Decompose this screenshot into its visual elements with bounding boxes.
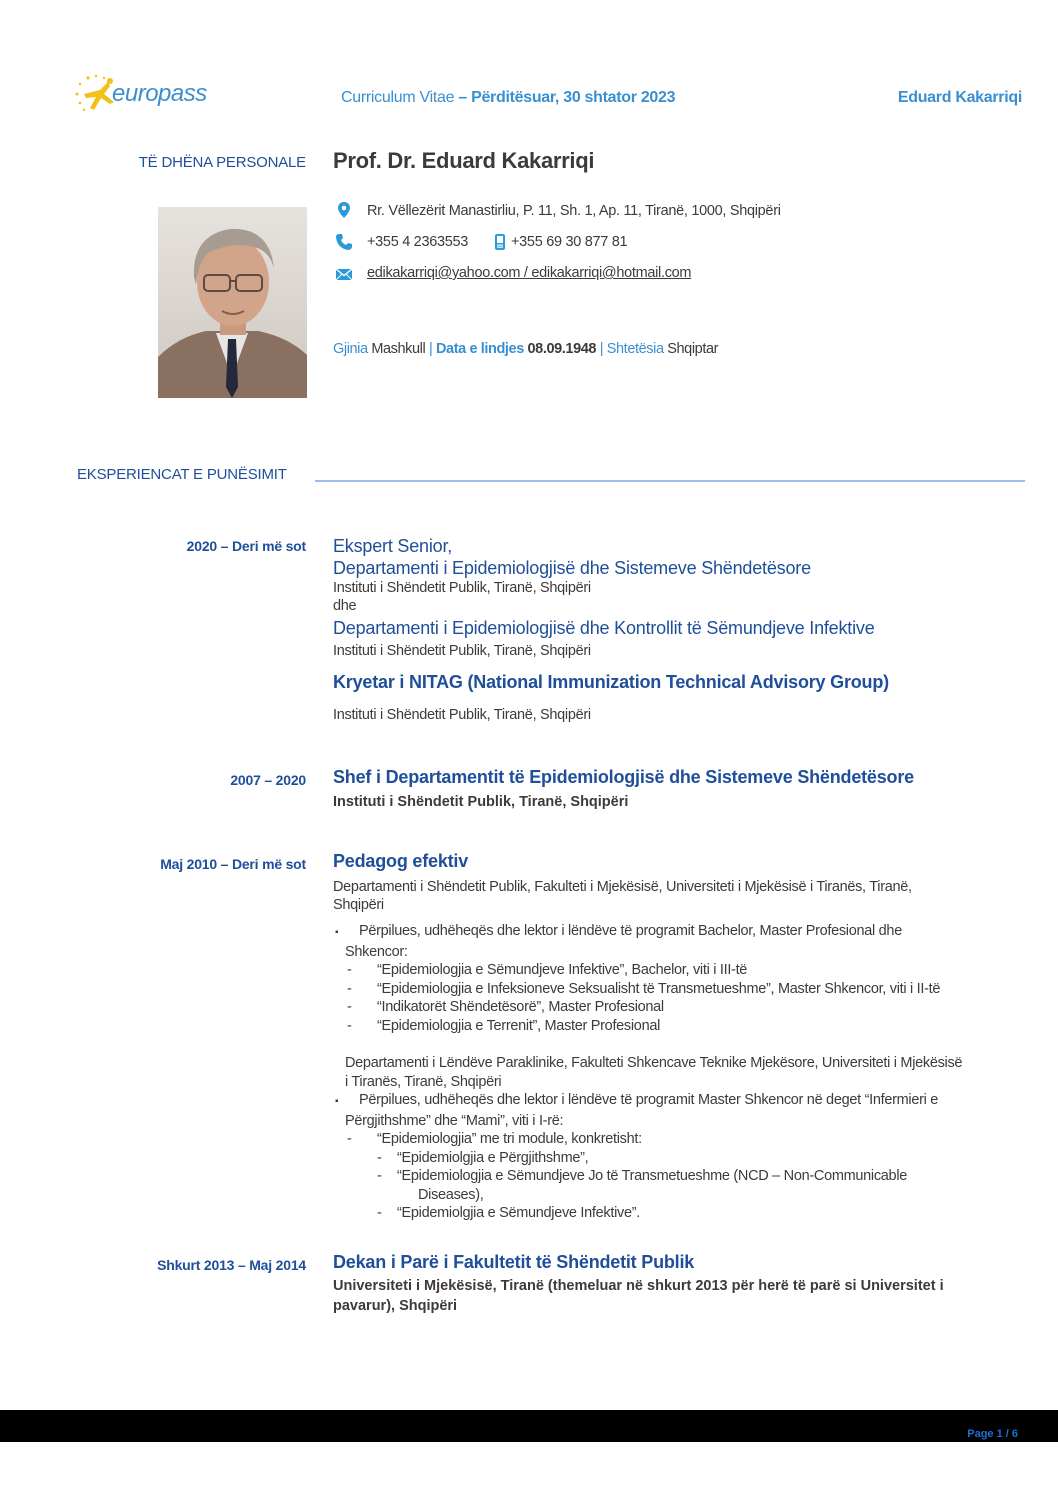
europass-logo [74, 72, 224, 116]
job2-org: Instituti i Shëndetit Publik, Tiranë, Shqipëri [333, 794, 629, 810]
birth-label: Data e lindjes [435, 341, 524, 357]
gender-value: Mashkull [371, 341, 426, 357]
portrait-picture [158, 207, 307, 398]
nationality-label: Shtetësia [606, 341, 664, 357]
full-name: Prof. Dr. Eduard Kakarriqi [333, 148, 595, 173]
job1-org2: Instituti i Shëndetit Publik, Tiranë, Shqipëri [333, 643, 591, 659]
bullet-item: ▪ Përpilues, udhëheqës dhe lektor i lëndëve të programit Master Shkencor në deget “Infermieri e [333, 1091, 1033, 1112]
section-divider-line [315, 480, 1025, 482]
job3-org-line1: Departamenti i Shëndetit Publik, Fakulteti i Mjekësisë, Universiteti i Mjekësisë i Tiranës, Tiranë, [333, 879, 912, 895]
job4-org-line1: Universiteti i Mjekësisë, Tiranë (themeluar në shkurt 2013 për herë të parë si Universitet i [333, 1278, 944, 1294]
module-item [333, 1204, 1033, 1223]
module-item [333, 1167, 1033, 1186]
job3-teaching-list [333, 922, 1033, 1223]
bullet-item: ▪ Përpilues, udhëheqës dhe lektor i lëndëve të programit Bachelor, Master Profesional dhe [333, 922, 1033, 943]
dash-marker: - [347, 1131, 352, 1147]
course-title: “Epidemiologjia e Terrenit”, Master Profesional [377, 1017, 661, 1034]
module-title: “Epidemiolgjia e Sëmundjeve Infektive”. [397, 1205, 640, 1221]
phone-number[interactable]: +355 4 2363553 [367, 234, 469, 250]
job3-title: Pedagog efektiv [333, 851, 469, 871]
address: Rr. Vëllezërit Manastirliu, P. 11, Sh. 1, Ap. 11, Tiranë, 1000, Shqipëri [367, 203, 781, 219]
job1-org3: Instituti i Shëndetit Publik, Tiranë, Shqipëri [333, 707, 591, 723]
job3-org2-line1: Departamenti i Lëndëve Paraklinike, Fakulteti Shkencave Teknike Mjekësore, Universiteti i Mjekësisë [345, 1055, 963, 1071]
job1-title: Ekspert Senior, [333, 536, 453, 556]
job4-org-line2: pavarur), Shqipëri [333, 1298, 458, 1314]
course-title: “Indikatorët Shëndetësorë”, Master Profesional [377, 999, 664, 1015]
job1-dates: 2020 – Deri më sot [186, 538, 306, 554]
personal-section-label: TË DHËNA PERSONALE [138, 154, 306, 171]
bullet-continuation: Shkencor: [345, 943, 408, 960]
job1-department2: Departamenti i Epidemiologjisë dhe Kontrollit të Sëmundjeve Infektive [333, 618, 875, 638]
course-list [333, 961, 1033, 1035]
separator: | [428, 341, 433, 357]
job1-department1: Departamenti i Epidemiologjisë dhe Sistemeve Shëndetësore [333, 558, 811, 578]
experience-section-label: EKSPERIENCAT E PUNËSIMIT [77, 466, 287, 483]
job1-org1: Instituti i Shëndetit Publik, Tiranë, Shqipëri [333, 580, 591, 596]
course-item: - “Epidemiologjia” me tri module, konkretisht: [333, 1130, 1033, 1149]
module-item [333, 1186, 1033, 1205]
dash-marker: - [377, 1205, 382, 1221]
dash-marker: - [347, 962, 352, 978]
job3-org2-line2: i Tiranës, Tiranë, Shqipëri [345, 1073, 502, 1090]
dash-marker: - [347, 999, 352, 1015]
europass-logo-text: europass [112, 80, 207, 107]
header-name: Eduard Kakarriqi [897, 89, 1022, 106]
course-title: “Epidemiologjia e Infeksioneve Seksualisht të Transmetueshme”, Master Shkencor, viti i II-të [377, 980, 941, 997]
job1-block [333, 535, 1023, 724]
footer-bar [0, 1410, 1058, 1442]
job4-title: Dekan i Parë i Fakultetit të Shëndetit Publik [333, 1252, 695, 1272]
dash-marker: - [347, 980, 352, 997]
bullet-marker: ▪ [335, 1096, 339, 1107]
dash-marker: - [377, 1149, 382, 1166]
module-title: “Epidemiologjia e Sëmundjeve Jo të Transmetueshme (NCD – Non-Communicable [397, 1168, 908, 1184]
updated-date: – Përditësuar, 30 shtator 2023 [458, 89, 676, 106]
cv-label: Curriculum Vitae [341, 89, 455, 106]
job2-dates: 2007 – 2020 [230, 772, 306, 788]
separator: | [599, 341, 604, 357]
location-pin-icon [335, 201, 353, 219]
phone-icon [335, 233, 353, 251]
bullet-marker: ▪ [335, 927, 339, 938]
job3-dates: Maj 2010 – Deri më sot [160, 856, 306, 872]
course-item [333, 1017, 1033, 1036]
bullet-continuation: Përgjithshme” dhe “Mami”, viti i I-rë: [345, 1112, 564, 1129]
job4-block [333, 1252, 1023, 1316]
personal-details-line [333, 341, 718, 357]
job1-title2: Kryetar i NITAG (National Immunization Technical Advisory Group) [333, 672, 889, 692]
job4-dates: Shkurt 2013 – Maj 2014 [157, 1257, 306, 1273]
mobile-number[interactable]: +355 69 30 877 81 [511, 234, 628, 250]
module-item [333, 1149, 1033, 1168]
profile-photo [158, 207, 307, 398]
mobile-phone-icon [491, 233, 509, 251]
module-list [333, 1149, 1033, 1223]
module-title: “Epidemiolgjia e Përgjithshme”, [397, 1149, 589, 1166]
gender-label: Gjinia [333, 341, 368, 357]
job3-org-line2: Shqipëri [333, 897, 384, 913]
dash-marker: - [377, 1168, 382, 1184]
nationality-value: Shqiptar [667, 341, 719, 357]
job2-block [333, 767, 1023, 812]
course-title: “Epidemiologjia e Sëmundjeve Infektive”, Bachelor, viti i III-të [377, 962, 748, 978]
email-link[interactable]: edikakarriqi@yahoo.com / edikakarriqi@hotmail.com [367, 265, 692, 281]
birth-value: 08.09.1948 [527, 341, 597, 357]
module-title: Diseases), [418, 1186, 484, 1203]
cv-header-title [341, 89, 675, 107]
course-item [333, 998, 1033, 1017]
page-number: Page 1 / 6 [967, 1428, 1018, 1440]
job2-title: Shef i Departamentit të Epidemiologjisë dhe Sistemeve Shëndetësore [333, 767, 914, 787]
course-item [333, 980, 1033, 999]
email-icon [335, 265, 353, 283]
job3-block [333, 851, 1023, 914]
dash-marker: - [347, 1017, 352, 1034]
course-item [333, 961, 1033, 980]
job1-and: dhe [333, 598, 357, 614]
